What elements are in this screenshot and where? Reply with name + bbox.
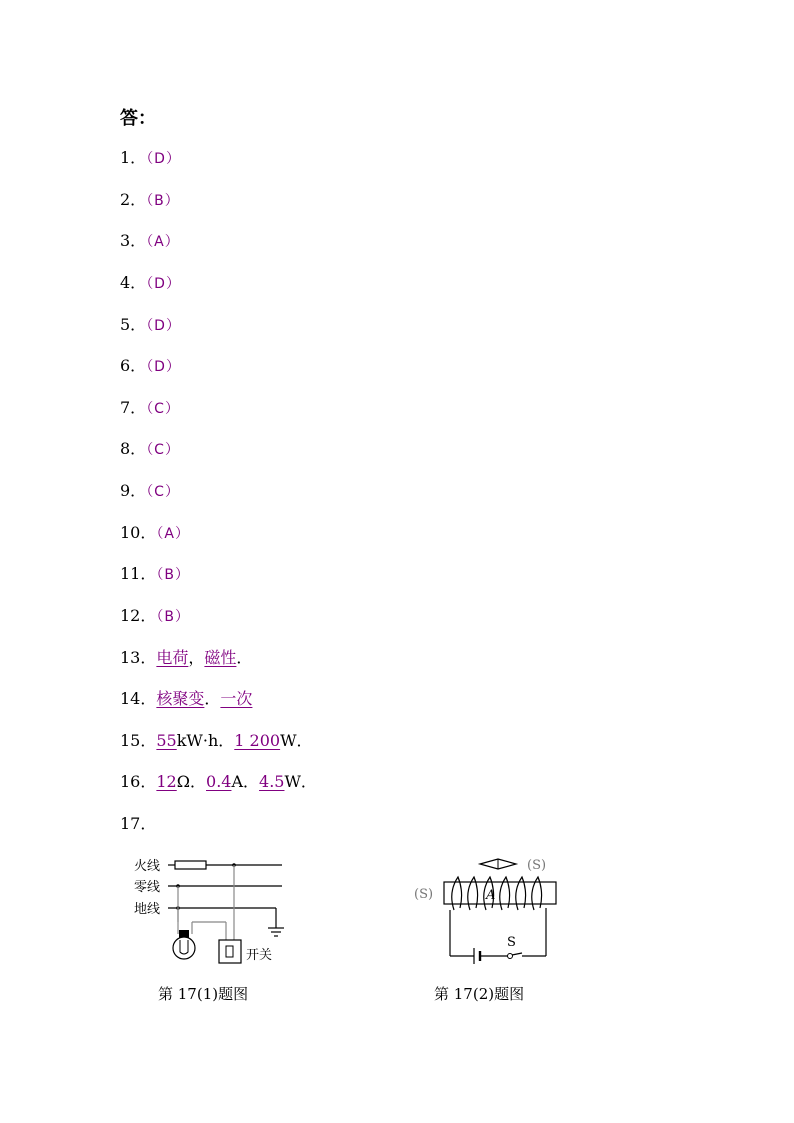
choice-option: （C） xyxy=(146,401,180,417)
question-number: 6． xyxy=(120,356,147,375)
neutral-wire-label: 零线 xyxy=(134,880,161,895)
electromagnet-diagram xyxy=(410,852,570,972)
question-number: 9． xyxy=(120,481,147,500)
unit: Ω． xyxy=(176,772,207,791)
separator: ． xyxy=(204,689,221,708)
separator: ， xyxy=(188,648,205,667)
question-number: 10． xyxy=(120,523,157,542)
ground-wire-label: 地线 xyxy=(134,902,161,917)
question-number: 5． xyxy=(120,315,147,334)
answer-2 xyxy=(120,188,180,213)
answer-11 xyxy=(120,562,190,587)
earth-ground-icon xyxy=(268,928,284,936)
separator: ． xyxy=(236,648,253,667)
fill-blank: 一次 xyxy=(220,689,253,708)
choice-option: （B） xyxy=(156,567,190,583)
question-number: 1． xyxy=(120,148,147,167)
fill-blank: 12 xyxy=(156,772,177,791)
figure-2-caption: 第 17(2)题图 xyxy=(434,985,525,1003)
fill-blank: 核聚变 xyxy=(156,689,205,708)
answer-17 xyxy=(120,812,156,836)
answer-1 xyxy=(120,146,181,171)
unit: W． xyxy=(284,772,317,791)
pole-label-top: (S) xyxy=(527,858,547,873)
fill-blank: 磁性 xyxy=(204,648,237,667)
question-number: 14． xyxy=(120,689,157,708)
choice-option: （C） xyxy=(146,484,180,500)
question-number: 17． xyxy=(120,814,157,833)
question-number: 13． xyxy=(120,648,157,667)
answer-14 xyxy=(120,687,252,711)
answer-heading: 答： xyxy=(120,108,156,129)
choice-option: （D） xyxy=(146,318,181,334)
answer-10 xyxy=(120,521,190,546)
answer-4 xyxy=(120,271,181,296)
question-number: 16． xyxy=(120,772,157,791)
live-wire-label: 火线 xyxy=(134,859,161,874)
choice-option: （D） xyxy=(146,276,181,292)
figure-1-caption: 第 17(1)题图 xyxy=(158,985,249,1003)
light-bulb-icon xyxy=(173,930,195,959)
switch-s-label: S xyxy=(507,935,516,950)
unit: kW·h． xyxy=(176,731,235,750)
question-number: 11． xyxy=(120,564,157,583)
question-number: 7． xyxy=(120,398,147,417)
compass-needle-icon xyxy=(480,859,516,869)
question-number: 12． xyxy=(120,606,157,625)
choice-option: （A） xyxy=(156,526,190,542)
choice-option: （C） xyxy=(146,442,180,458)
answer-8 xyxy=(120,437,180,462)
fuse-icon xyxy=(175,861,206,869)
answer-9 xyxy=(120,479,180,504)
fill-blank: 4.5 xyxy=(259,772,285,791)
answer-5 xyxy=(120,313,181,338)
choice-option: （D） xyxy=(146,359,181,375)
circuit-switch-icon xyxy=(508,953,523,959)
choice-option: （B） xyxy=(146,193,180,209)
question-number: 8． xyxy=(120,439,147,458)
fill-blank: 电荷 xyxy=(156,648,189,667)
fill-blank: 0.4 xyxy=(206,772,232,791)
choice-option: （A） xyxy=(146,234,180,250)
question-number: 4． xyxy=(120,273,147,292)
answer-15 xyxy=(120,729,313,753)
battery-icon xyxy=(474,948,480,964)
unit: A． xyxy=(231,772,260,791)
fill-blank: 55 xyxy=(156,731,177,750)
answer-3 xyxy=(120,229,180,254)
choice-option: （D） xyxy=(146,151,181,167)
household-circuit-diagram xyxy=(130,852,300,972)
fill-blank: 1 200 xyxy=(234,731,281,750)
answer-7 xyxy=(120,396,180,421)
switch-label: 开关 xyxy=(246,948,273,963)
pole-label-left: (S) xyxy=(414,887,434,902)
answer-16 xyxy=(120,770,317,794)
switch-icon xyxy=(219,940,241,963)
question-number: 15． xyxy=(120,731,157,750)
unit: W． xyxy=(280,731,313,750)
question-number: 2． xyxy=(120,190,147,209)
answer-13 xyxy=(120,646,252,670)
question-number: 3． xyxy=(120,231,147,250)
answer-6 xyxy=(120,354,181,379)
choice-option: （B） xyxy=(156,609,190,625)
core-label: A xyxy=(486,888,496,903)
answer-12 xyxy=(120,604,190,629)
